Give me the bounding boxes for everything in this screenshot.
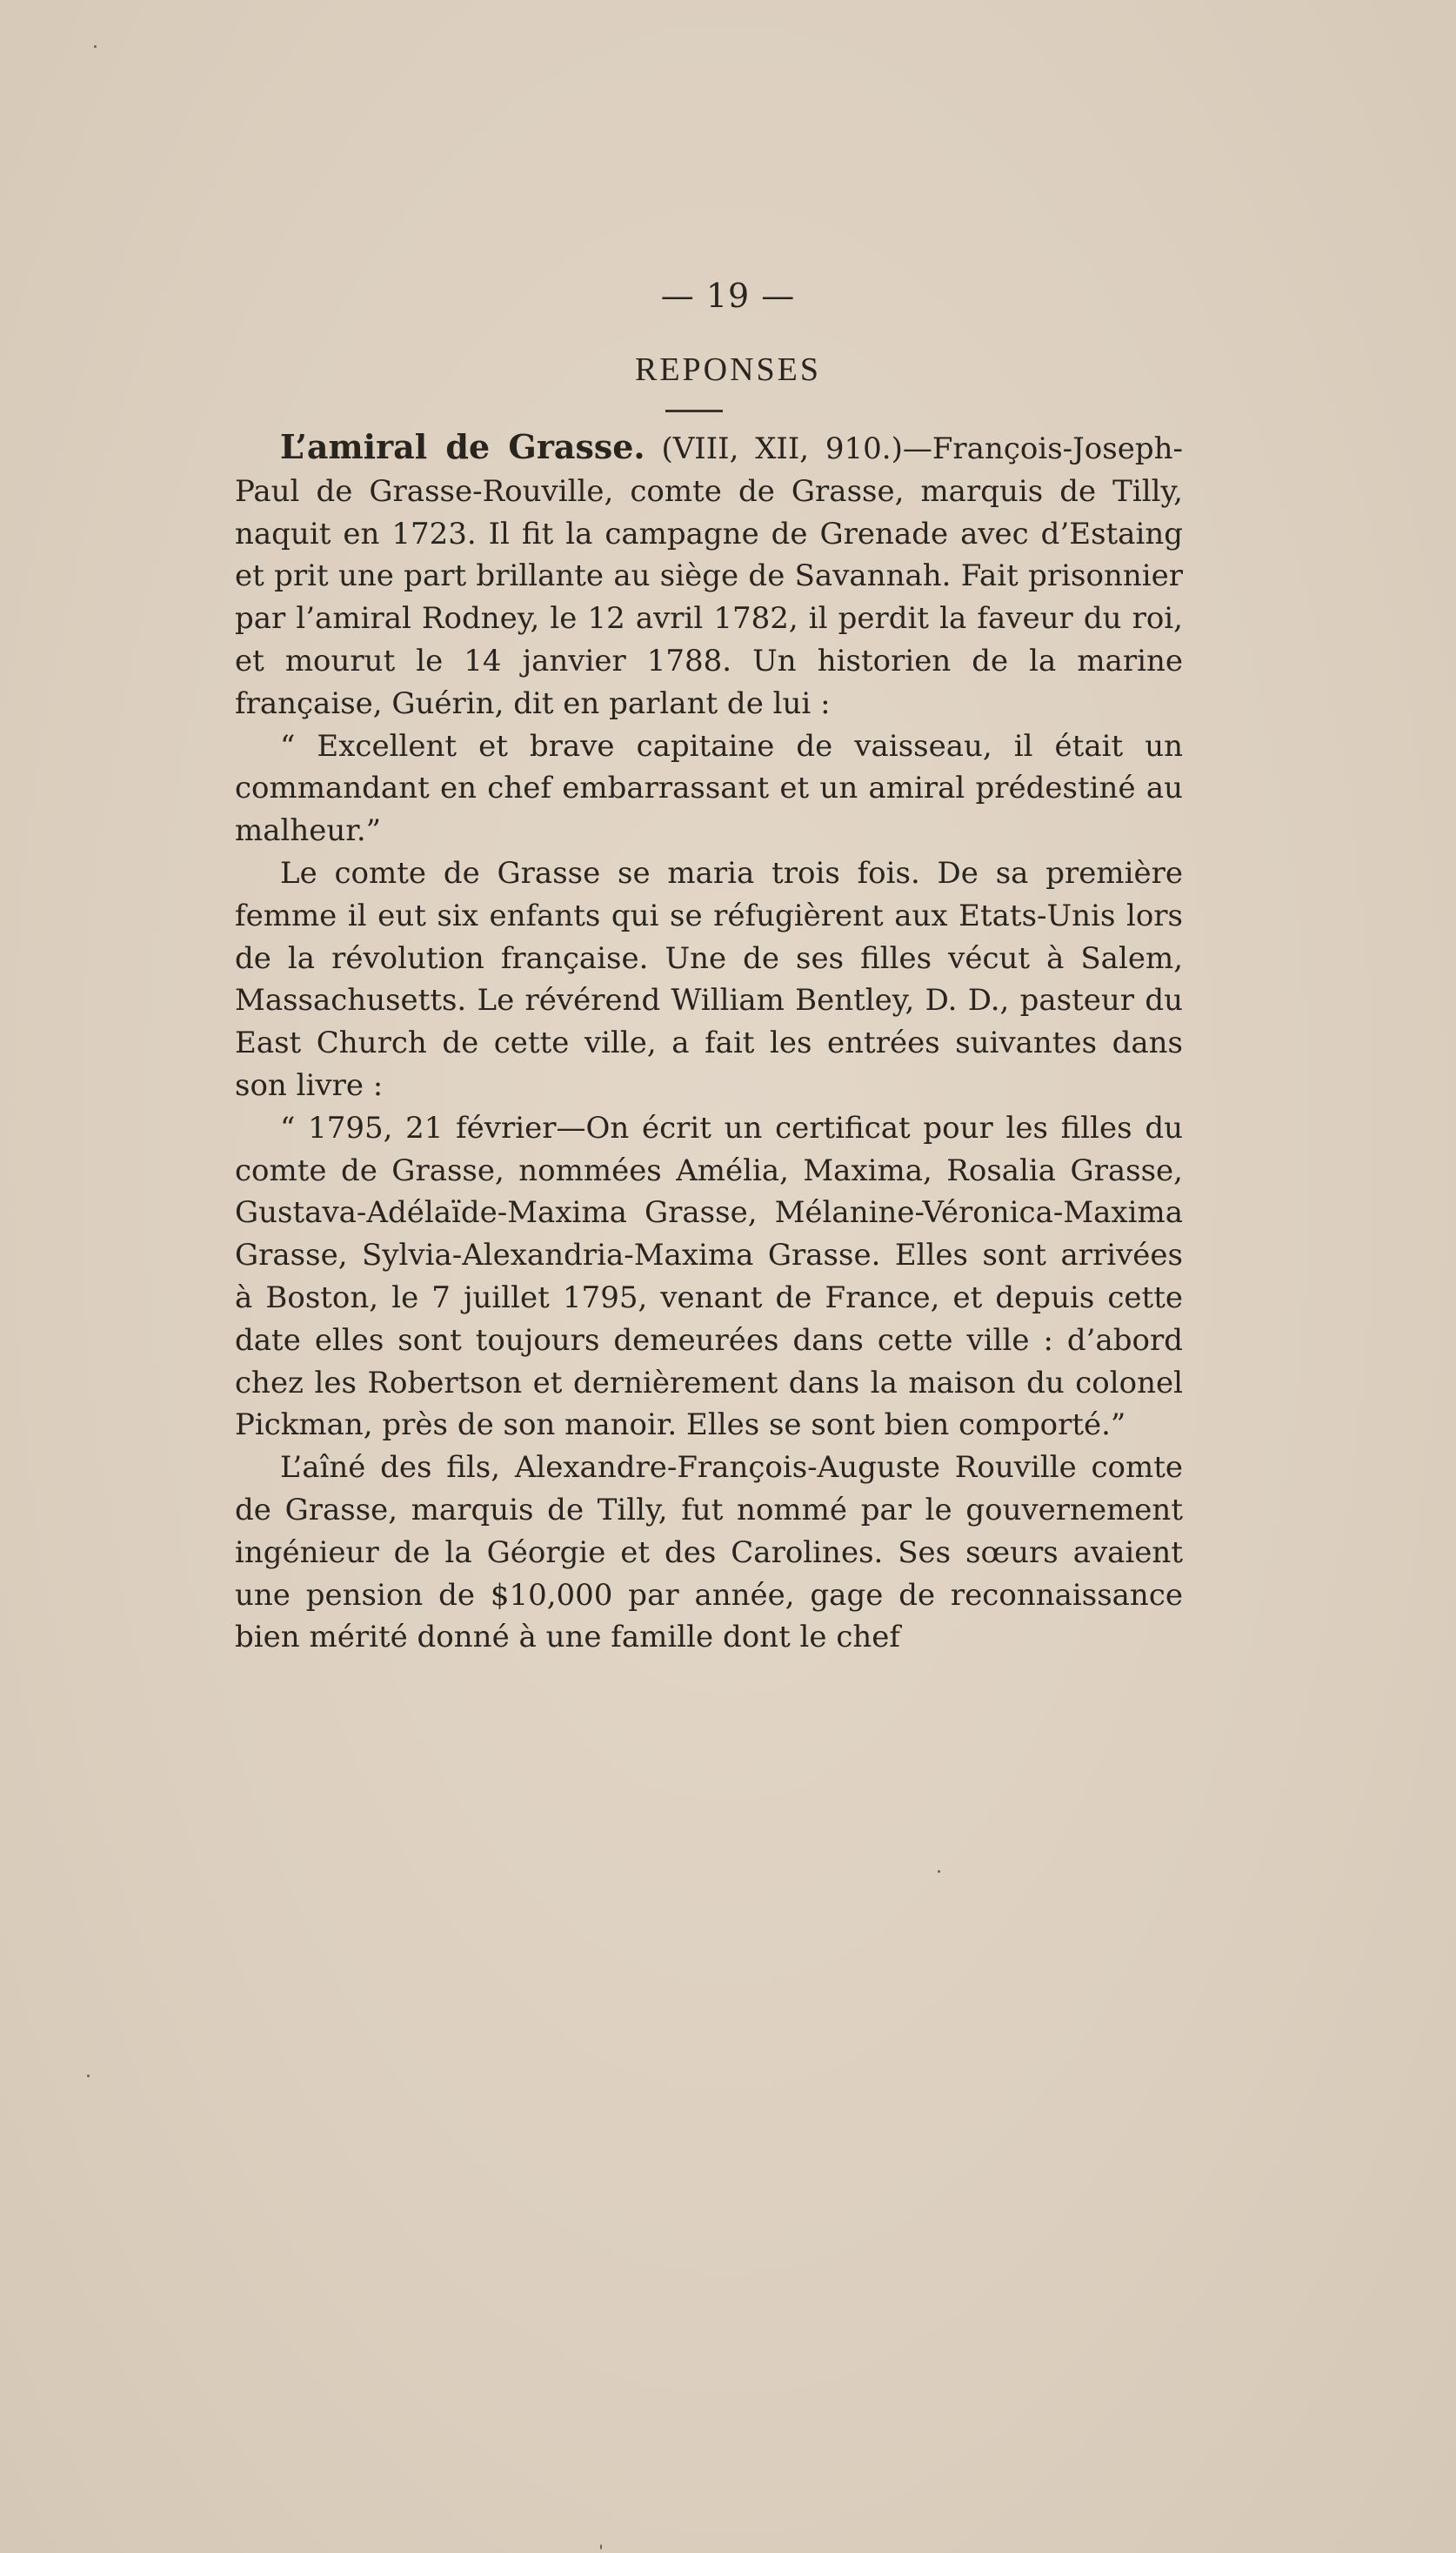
paper-speck [94, 45, 97, 48]
quote-guerin: “ Excellent et brave capitaine de vaisseau, il était un commandant en chef embarrassant et un amiral prédestiné au malheur.” [235, 728, 1183, 849]
paper-speck [600, 2544, 602, 2550]
section-title: REPONSES [634, 351, 822, 388]
page-number: — 19 — [660, 277, 796, 315]
quote-bentley: “ 1795, 21 février—On écrit un certificat pour les filles du comte de Grasse, nommées Amélia, Maxima, Rosalia Grasse, Gustava-Adélaïde-Maxima Grasse, Mélanine-Véronica-Maxima Grasse, Sylvia-Alexandria-Maxima Grasse. Elles sont arrivées à Boston, le 7 juillet 1795, venant de France, et depuis cette date elles sont toujours demeurées dans cette ville : d’abord chez les Robertson et dernièrement dans la maison du colonel Pickman, près de son manoir. Elles se sont bien comporté.” [235, 1110, 1183, 1443]
paragraph-marriages: Le comte de Grasse se maria trois fois. De sa première femme il eut six enfants qui se réfugièrent aux Etats-Unis lors de la révolution française. Une de ses filles vécut à Salem, Massachusetts. Le révérend William Bentley, D. D., pasteur du East Church de cette ville, a fait les entrées suivantes dans son livre : [235, 855, 1183, 1103]
entry-intro: (VIII, XII, 910.)—François-Joseph-Paul de Grasse-Rouville, comte de Grasse, marquis de Tilly, naquit en 1723. Il fit la campagne de Grenade avec d’Estaing et prit une part brillante au siège de Savannah. Fait prisonnier par l’amiral Rodney, le 12 avril 1782, il perdit la faveur du roi, et mourut le 14 janvier 1788. Un historien de la marine française, Guérin, dit en parlant de lui : [235, 431, 1183, 721]
entry-title: L’amiral de Grasse. [280, 427, 645, 466]
paragraph-eldest-son: L’aîné des fils, Alexandre-François-Auguste Rouville comte de Grasse, marquis de Tilly, fut nommé par le gouvernement ingénieur de la Géorgie et des Carolines. Ses sœurs avaient une pension de $10,000 par année, gage de reconnaissance bien mérité donné à une famille dont le chef [235, 1450, 1183, 1655]
paragraph-intro [235, 426, 1183, 725]
title-rule [665, 410, 723, 412]
paper-speck [938, 1870, 940, 1873]
body-text [235, 426, 1183, 1659]
paper-speck [87, 2075, 90, 2077]
